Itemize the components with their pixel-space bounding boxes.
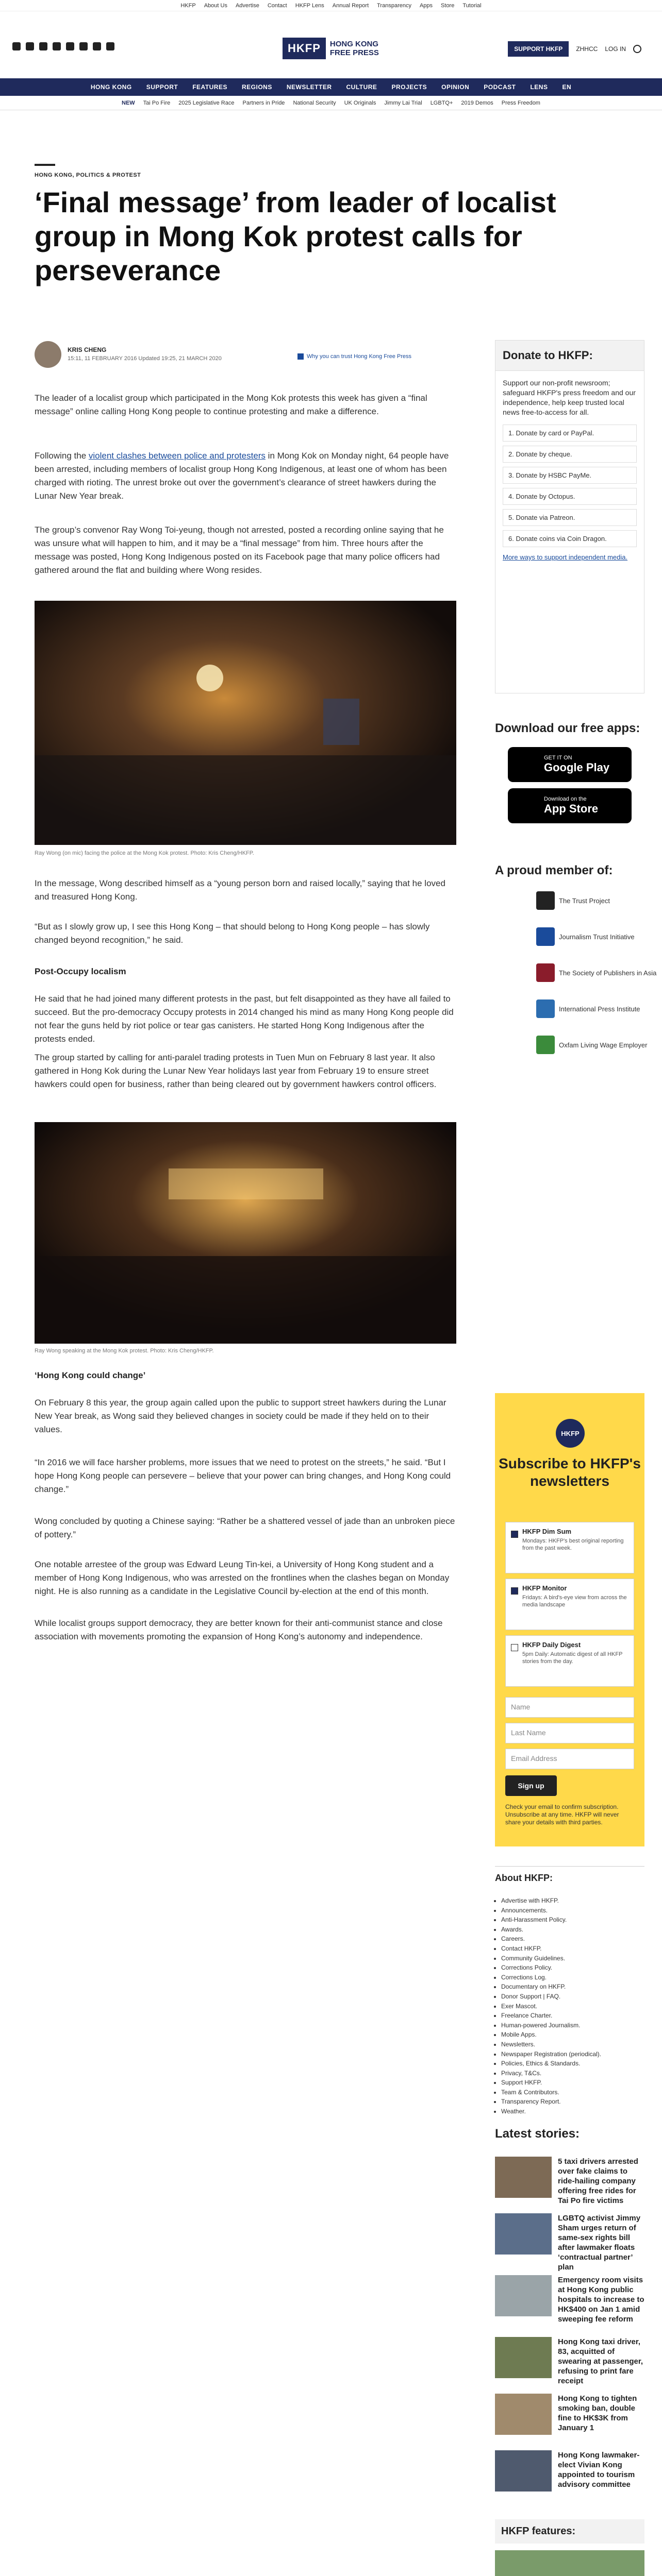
story-title[interactable]: 5 taxi drivers arrested over fake claims to ride-hailing company offering free rides for Tai Po fire victims: [558, 2157, 638, 2205]
trending-link[interactable]: Jimmy Lai Trial: [384, 99, 422, 106]
about-link[interactable]: • Announcements.: [501, 1906, 646, 1916]
about-link[interactable]: • Policies, Ethics & Standards.: [501, 2059, 646, 2069]
feature-item[interactable]: [495, 2550, 644, 2576]
about-link[interactable]: • Support HKFP.: [501, 2078, 646, 2088]
article-title: ‘Final message’ from leader of localist group in Mong Kok protest calls for perseverance: [35, 186, 556, 286]
about-heading: About HKFP:: [495, 1866, 644, 1884]
donate-box: [495, 340, 644, 693]
donate-option[interactable]: 3. Donate by HSBC PayMe.: [503, 467, 637, 484]
nl-title: HKFP Monitor: [522, 1584, 567, 1592]
nav-item[interactable]: HONG KONG: [90, 83, 132, 91]
social-links: [12, 42, 114, 50]
signup-button[interactable]: Sign up: [505, 1775, 557, 1796]
member-name: International Press Institute: [559, 1005, 640, 1013]
member-heading: A proud member of:: [495, 863, 613, 877]
trending-bar: [0, 96, 662, 110]
topbar-link[interactable]: About Us: [204, 2, 227, 9]
about-link[interactable]: • Corrections Policy.: [501, 1963, 646, 1973]
newsletter-logo: HKFP: [556, 1419, 585, 1448]
email-input[interactable]: Email Address: [505, 1749, 634, 1769]
search-icon[interactable]: [633, 45, 641, 53]
subheading: Post-Occupy localism: [35, 967, 126, 976]
apps-heading: Download our free apps:: [495, 721, 640, 735]
topbar-link[interactable]: Annual Report: [332, 2, 369, 9]
paragraph: The group started by calling for anti-paralel trading protests in Tuen Mun on February 8 last year. It also gathered in Hong Kok during the Lunar New Year holidays last year from February 19 to ensure street hawkers could open for business, rather than being cleared out by government hawkers control officers.: [35, 1053, 437, 1089]
store-small: Download on the: [544, 796, 587, 802]
about-link[interactable]: • Contact HKFP.: [501, 1944, 646, 1954]
story-title[interactable]: Hong Kong taxi driver, 83, acquitted of swearing at passenger, refusing to print fare receipt: [558, 2337, 643, 2385]
logo-text: HONG KONG FREE PRESS: [329, 40, 379, 57]
donate-intro: Support our non-profit newsroom; safeguard HKFP's press freedom and our independence, help keep trusted local news free-to-access for all.: [503, 379, 636, 416]
member-logo[interactable]: [536, 927, 635, 946]
member-logo[interactable]: [536, 963, 656, 982]
nl-title: HKFP Dim Sum: [522, 1528, 572, 1535]
paragraph: The leader of a localist group which participated in the Mong Kok protests this week has given a “final message” online calling Hong Kong people to continue protesting and make a difference.: [35, 393, 427, 416]
about-link[interactable]: • Weather.: [501, 2107, 646, 2116]
nav-item[interactable]: EN: [562, 83, 572, 91]
paragraph: [35, 449, 456, 503]
support-button[interactable]: SUPPORT HKFP: [508, 41, 569, 57]
article-category[interactable]: HONG KONG, POLITICS & PROTEST: [35, 172, 141, 178]
donate-option[interactable]: 5. Donate via Patreon.: [503, 509, 637, 526]
inline-link[interactable]: violent clashes between police and protesters: [88, 451, 266, 461]
nl-desc: Fridays: A bird's-eye view from across the media landscape: [522, 1595, 627, 1608]
nav-item[interactable]: PROJECTS: [391, 83, 427, 91]
newsletter-option[interactable]: [505, 1522, 634, 1573]
about-link[interactable]: • Exer Mascot.: [501, 2002, 646, 2011]
site-header: [0, 11, 662, 78]
logo-mark: HKFP: [283, 38, 326, 59]
article-photo: [35, 1122, 456, 1344]
protest-photo: [35, 1122, 456, 1344]
story-title[interactable]: Hong Kong lawmaker-elect Vivian Kong appointed to tourism advisory committee: [558, 2451, 640, 2489]
author-avatar[interactable]: [35, 341, 61, 368]
trending-link[interactable]: Partners in Pride: [242, 99, 285, 106]
facebook-icon[interactable]: [12, 42, 21, 50]
donate-option[interactable]: 1. Donate by card or PayPal.: [503, 425, 637, 442]
topbar-link[interactable]: Transparency: [377, 2, 411, 9]
subheading: ‘Hong Kong could change’: [35, 1370, 146, 1380]
nav-item[interactable]: OPINION: [441, 83, 470, 91]
nav-item[interactable]: CULTURE: [346, 83, 377, 91]
donate-option[interactable]: 4. Donate by Octopus.: [503, 488, 637, 505]
paragraph: On February 8 this year, the group again called upon the public to support street hawkers during the Lunar New Year break, as Wong said they believed changes in society could be made if they held on to their values.: [35, 1398, 446, 1434]
store-big: Google Play: [544, 761, 610, 774]
protest-photo: [35, 601, 456, 845]
paragraph: One notable arrestee of the group was Edward Leung Tin-kei, a University of Hong Kong student and a member of Hong Kong Indigenous, who was arrested on the frontlines when the clashes began on Monday night. He is also running as a candidate in the Legislative Council by-election at the end of this month.: [35, 1560, 450, 1596]
about-link[interactable]: • Awards.: [501, 1925, 646, 1935]
checkbox[interactable]: [511, 1587, 518, 1595]
features-heading: HKFP features:: [495, 2519, 644, 2544]
paragraph: While localist groups support democracy, they are better known for their anti-communist stance and close association with movements promoting the expansion of Hong Kong’s autonomy and independence.: [35, 1618, 443, 1641]
language-switch[interactable]: ZHHCC: [576, 45, 598, 53]
topbar-link[interactable]: Advertise: [235, 2, 259, 9]
newsletter-box: [495, 1393, 644, 1846]
name-input[interactable]: Name: [505, 1697, 634, 1718]
site-logo[interactable]: [283, 34, 380, 63]
more-ways-link[interactable]: More ways to support independent media.: [503, 553, 628, 561]
about-link[interactable]: • Community Guidelines.: [501, 1954, 646, 1963]
latest-heading: Latest stories:: [495, 2127, 580, 2141]
member-logo[interactable]: [536, 891, 610, 910]
nav-item[interactable]: LENS: [530, 83, 548, 91]
paragraph: “In 2016 we will face harsher problems, more issues that we need to protest on the streets,” he said. “But I hope Hong Kong people can persevere – believe that your power can bring changes, and Hong Kong could change.”: [35, 1458, 451, 1494]
trending-link[interactable]: UK Originals: [344, 99, 376, 106]
linkedin-icon[interactable]: [93, 42, 101, 50]
article-photo: [35, 601, 456, 845]
nav-item[interactable]: FEATURES: [192, 83, 227, 91]
threads-icon[interactable]: [79, 42, 88, 50]
google-play-button[interactable]: [508, 747, 632, 782]
about-link[interactable]: • Freelance Charter.: [501, 2011, 646, 2021]
youtube-icon[interactable]: [53, 42, 61, 50]
x-icon[interactable]: [26, 42, 34, 50]
topbar-link[interactable]: HKFP Lens: [295, 2, 324, 9]
newsletter-option[interactable]: [505, 1635, 634, 1687]
about-link[interactable]: • Donor Support | FAQ.: [501, 1992, 646, 2002]
publish-dates: 15:11, 11 FEBRUARY 2016 Updated 19:25, 21 MARCH 2020: [68, 355, 222, 362]
top-utility-bar: [0, 0, 662, 11]
about-link[interactable]: • Human-powered Journalism.: [501, 2021, 646, 2030]
about-link[interactable]: • Newspaper Registration (periodical).: [501, 2049, 646, 2059]
donate-option[interactable]: 6. Donate coins via Coin Dragon.: [503, 530, 637, 547]
nav-item[interactable]: NEWSLETTER: [286, 83, 332, 91]
story-title[interactable]: Emergency room visits at Hong Kong public hospitals to increase to HK$400 on Jan 1 amid sweeping fee reform: [558, 2276, 644, 2324]
header-actions: [508, 41, 641, 57]
app-store-button[interactable]: [508, 788, 632, 823]
trust-link[interactable]: Why you can trust Hong Kong Free Press: [297, 353, 411, 360]
story-title[interactable]: Hong Kong to tighten smoking ban, double fine to HK$3K from January 1: [558, 2394, 637, 2432]
nl-desc: Mondays: HKFP's best original reporting from the past week.: [522, 1538, 624, 1551]
donate-option[interactable]: 2. Donate by cheque.: [503, 446, 637, 463]
paragraph: “But as I slowly grow up, I see this Hong Kong – that should belong to Hong Kong people – has slowly changed beyond recognition,” he said.: [35, 922, 430, 945]
paragraph: He said that he had joined many different protests in the past, but felt disappointed as they have all failed to succeed. But the pro-democracy Occupy protests in 2014 changed his mind as many Hong Kong people did not fear the guns held by riot police or tear gas canisters. He started Hong Kong Indigenous after the protests ended.: [35, 994, 454, 1044]
member-logo[interactable]: [536, 999, 640, 1018]
byline: [35, 341, 447, 372]
store-small: GET IT ON: [544, 755, 572, 761]
author-name[interactable]: KRIS CHENG: [68, 346, 107, 353]
checkbox[interactable]: [511, 1531, 518, 1538]
new-badge: NEW: [122, 99, 135, 106]
paragraph: The group’s convenor Ray Wong Toi-yeung, though not arrested, posted a recording online saying that he was unsure what will happen to him, and it may be a “final message” from him. Three hours after the message was posted, Hong Kong Indigenous posted on its Facebook page that many police officers had gathered around the flat and building where Wong resides.: [35, 525, 444, 575]
nl-title: HKFP Daily Digest: [522, 1641, 581, 1649]
trending-link[interactable]: 2019 Demos: [461, 99, 493, 106]
about-link[interactable]: • Newsletters.: [501, 2040, 646, 2049]
trending-link[interactable]: Tai Po Fire: [143, 99, 171, 106]
topbar-link[interactable]: HKFP: [180, 2, 196, 9]
donate-title: Donate to HKFP:: [495, 341, 644, 371]
store-big: App Store: [544, 802, 599, 815]
about-link[interactable]: • Transparency Report.: [501, 2097, 646, 2107]
about-link[interactable]: • Privacy, T&Cs.: [501, 2069, 646, 2078]
member-name: Journalism Trust Initiative: [559, 933, 635, 941]
about-link[interactable]: • Anti-Harassment Policy.: [501, 1915, 646, 1925]
trending-link[interactable]: LGBTQ+: [430, 99, 453, 106]
title-rule: [35, 164, 55, 166]
paragraph: In the message, Wong described himself as a “young person born and raised locally,” saying that he loved and treasured Hong Kong.: [35, 878, 445, 902]
member-logo[interactable]: [536, 1036, 647, 1054]
newsletter-note: Check your email to confirm subscription. Unsubscribe at any time. HKFP will never share your details with third parties.: [505, 1803, 619, 1826]
telegram-icon[interactable]: [66, 42, 74, 50]
instagram-icon[interactable]: [39, 42, 47, 50]
about-link[interactable]: • Mobile Apps.: [501, 2030, 646, 2040]
topbar-link[interactable]: Store: [441, 2, 455, 9]
topbar-link[interactable]: Apps: [419, 2, 433, 9]
nl-desc: 5pm Daily: Automatic digest of all HKFP stories from the day.: [522, 1651, 623, 1665]
paragraph: Wong concluded by quoting a Chinese saying: “Rather be a shattered vessel of jade than an unbroken piece of pottery.”: [35, 1516, 455, 1539]
login-link[interactable]: LOG IN: [605, 45, 626, 53]
text: Following the: [35, 451, 89, 461]
about-link[interactable]: • Advertise with HKFP.: [501, 1896, 646, 1906]
trending-link[interactable]: Press Freedom: [501, 99, 540, 106]
newsletter-option[interactable]: [505, 1579, 634, 1630]
topbar-link[interactable]: Contact: [267, 2, 287, 9]
member-name: Oxfam Living Wage Employer: [559, 1041, 648, 1049]
topbar-link[interactable]: Tutorial: [462, 2, 482, 9]
about-link[interactable]: • Team & Contributors.: [501, 2088, 646, 2097]
nav-item[interactable]: REGIONS: [241, 83, 272, 91]
newsletter-title: Subscribe to HKFP's newsletters: [499, 1455, 641, 1489]
main-nav: [0, 78, 662, 96]
member-name: The Trust Project: [559, 896, 610, 905]
story-title[interactable]: LGBTQ activist Jimmy Sham urges return of same-sex rights bill after lawmaker floats ‘contractual partner’ plan: [558, 2214, 641, 2272]
nav-item[interactable]: SUPPORT: [146, 83, 178, 91]
checkbox[interactable]: [511, 1644, 518, 1651]
last-name-input[interactable]: Last Name: [505, 1723, 634, 1743]
about-link[interactable]: • Careers.: [501, 1934, 646, 1944]
about-link[interactable]: • Corrections Log.: [501, 1973, 646, 1982]
about-link[interactable]: • Documentary on HKFP.: [501, 1982, 646, 1992]
text: in Mong Kok on Monday night, 64 people have been arrested, including members of localist group Hong Kong Indigenous, at least one of whom has been charged with rioting. The unrest broke out over the government’s clearance of street hawkers during the Lunar New Year break.: [35, 451, 449, 501]
about-list: [501, 1896, 646, 2116]
photo-caption: Ray Wong (on mic) facing the police at the Mong Kok protest. Photo: Kris Cheng/HKFP.: [35, 850, 254, 856]
trending-link[interactable]: 2025 Legislative Race: [178, 99, 235, 106]
rss-icon[interactable]: [106, 42, 114, 50]
nav-item[interactable]: PODCAST: [484, 83, 516, 91]
member-name: The Society of Publishers in Asia: [559, 969, 657, 977]
trending-link[interactable]: National Security: [293, 99, 336, 106]
photo-caption: Ray Wong speaking at the Mong Kok protest. Photo: Kris Cheng/HKFP.: [35, 1348, 214, 1354]
